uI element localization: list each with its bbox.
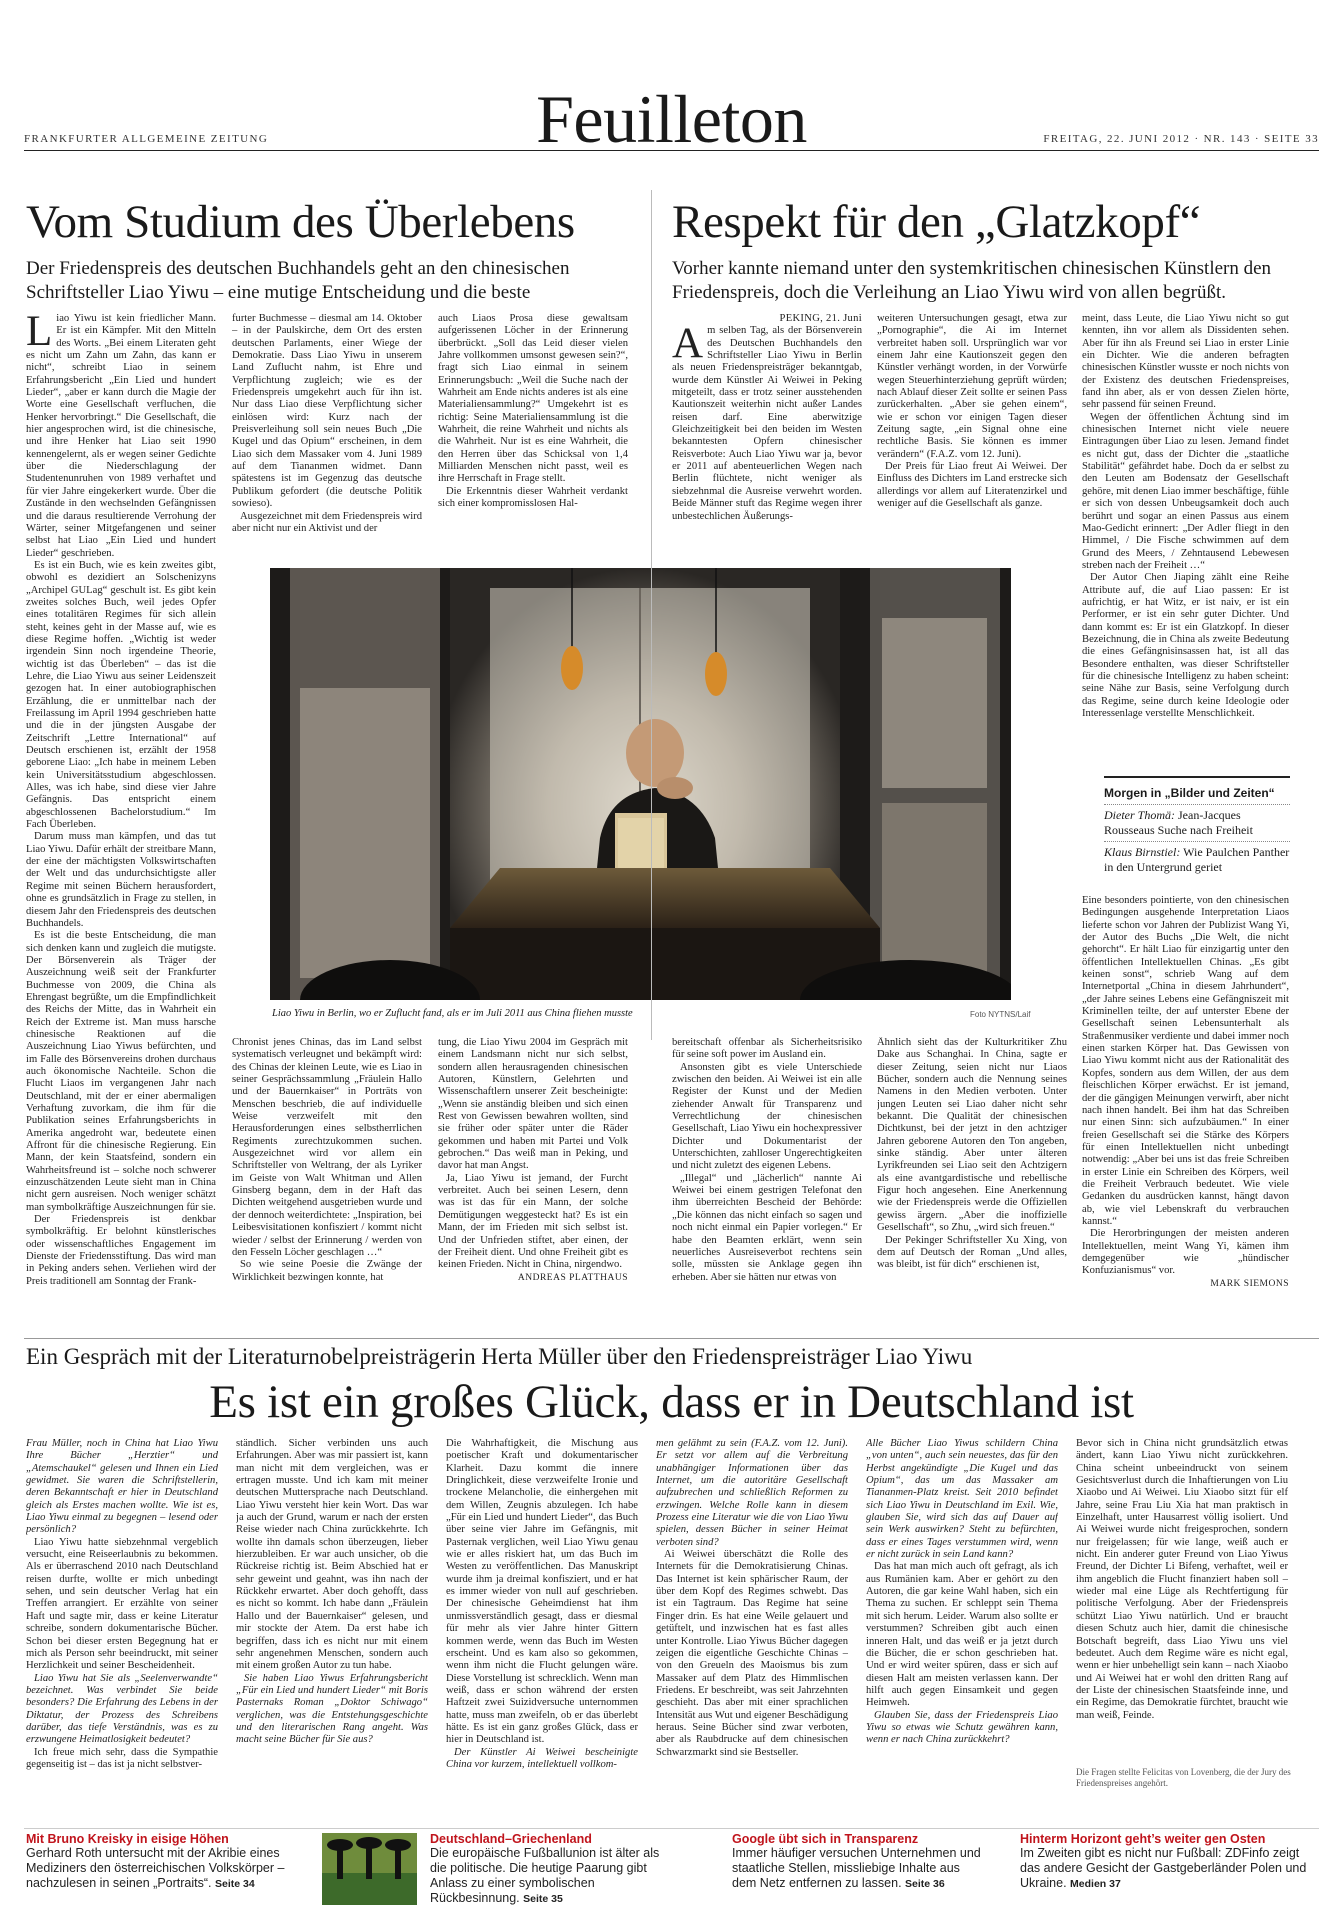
interview-question: Glauben Sie, dass der Friedenspreis Liao Yiwu so etwas wie Schutz gewähren kann, wenn er nach China zurückkehrt? <box>866 1709 1058 1746</box>
right-headline: Respekt für den „Glatzkopf“ <box>672 196 1201 248</box>
morgen-box-title: Morgen in „Bilder und Zeiten“ <box>1104 786 1275 800</box>
interview-col-5 <box>866 1438 1058 1790</box>
right-signature: MARK SIEMONS <box>1210 1278 1289 1289</box>
right-col-2 <box>877 313 1067 549</box>
right-bottom-col1-p2: „Illegal“ und „lächerlich“ nannte Ai Weiwei bei einem gestrigen Telefonat den ihm überreichten Bescheid der Behörde: „Die können das nicht einfach so sagen und noch nicht einmal ein Papier vorlegen.“ Er habe den Beamten erklärt, wenn sein neuerliches Ausreiseverbot rechtens sein solle, müssten sie Anklage gegen ihn erheben. Aber sie hätten nur etwas von <box>672 1172 862 1283</box>
left-col1-p0: iao Yiwu ist kein friedlicher Mann. Er ist ein Kämpfer. Mit den Mitteln des Worts. „Bei einem Literaten geht es nicht um Zahn um Zahn, das kann er nicht“, schreibt Liao in seinem Erfahrungsbericht „Ein Lied und hundert Lieder“, „aber er kann durch die Magie der Worte eine Gesellschaft verfluchen, die Henker hervorbringt.“ Die Gesellschaft, die hier angesprochen wird, ist die chinesische, und ihre Henker hat Liao seit 1990 kennengelernt, als er wegen seiner Gedichte über die Niederschlagung der Studentenunruhen von 1989 verhaftet und für vier Jahre eingekerkert wurde. Über die Zustände in den wechselnden Gefängnissen und die daraus resultierende Verrohung der Wärter, seiner Mitgefangenen und seiner selbst hat Liao „Ein Lied und hundert Lieder“ geschrieben. <box>26 313 216 559</box>
right-col-1 <box>672 313 862 549</box>
teaser-3[interactable] <box>732 1832 987 1892</box>
interview-col-1 <box>26 1438 218 1790</box>
photo <box>270 568 1011 1000</box>
morgen-item-author: Dieter Thomä: <box>1104 808 1175 822</box>
teaser-text <box>732 1846 987 1892</box>
interview-answer: Liao Yiwu hatte siebzehnmal vergeblich versucht, eine Reiseerlaubnis zu bekommen. Als er überraschend 2010 nach Deutschland reisen durfte, wollte er mich unbedingt sehen, und sein deutscher Verlag hat ein Treffen arrangiert. Er erzählte von seiner Haft und sagte mir, dass er keine Literatur schreibe, sondern dokumentarische Bücher. Schon bei dieser ersten Begegnung hat er mich als Person sehr beeindruckt, mit seiner Herzlichkeit und seiner Bescheidenheit. <box>26 1536 218 1672</box>
interview-col-3 <box>446 1438 638 1790</box>
right-dropcap: A <box>672 320 704 368</box>
photo-liao-yiwu <box>270 568 1011 1000</box>
article-divider <box>651 190 652 1040</box>
right-bottom-col3-p0: Eine besonders pointierte, von den chinesischen Bedingungen ausgehende Interpretation Liaos lieferte schon vor Jahren der Publizist Wang Yi, der Autor des Buchs „Die Welt, die nicht gehorcht“. Er hält Liao für einzigartig unter den öffentlichen Intellektuellen Chinas. „Es gibt keinen sonst“, schrieb Wang auf dem Internetportal „China in diesem Jahrhundert“, „der Jahre seines Lebens eine Gefängniszeit mit Kriminellen teilte, der auf unterster Ebene der Gesellschaft seinen Lebensunterhalt als Straßenmusiker verdiente und dabei immer noch einen starken Körper hat. Das Gewissen von Liao Yiwu kommt nicht aus der Rationalität des Kopfes, sondern aus dem Willen, der aus dem fleischlichen Körper erwächst. Er ist jemand, der die gängigen Meinungen verwirft, aber nicht nach ihnen handelt. Bei ihm hat das Schreiben nur einen Sinn: sich aufzubäumen.“ In einer freien Gesellschaft sei die Stärke des Körpers für einen Intellektuellen nicht unbedingt notwendig: „Aber bei uns ist das freie Schreiben in erster Linie ein Schreiben des Körpers, weil die Freiheit Verbrauch bedeutet. Wie viele Gedanken du ausdrücken kannst, hängt davon ab, wie viel Lebenskraft du verbrauchen kannst.“ <box>1082 895 1289 1227</box>
left-dropcap: L <box>26 313 53 355</box>
left-col-3 <box>438 313 628 549</box>
interview-question: Alle Bücher Liao Yiwus schildern China „von unten“, auch sein neuestes, das für den Herbst angekündigte „Die Kugel und das Opium“, das um das Massaker am Tiananmen-Platz kreist. Seit 2010 befindet sich Liao Yiwu in Deutschland im Exil. Wie, glauben Sie, wird sich das auf Dauer auf sein Werk auswirken? Steht zu befürchten, dass er eines Tages verstummen wird, wenn er nicht zurück in sein Land kann? <box>866 1438 1058 1561</box>
left-col3-p1: Die Erkenntnis dieser Wahrheit verdankt sich einer kompromisslosen Hal- <box>438 485 628 510</box>
teaser-text <box>430 1846 670 1907</box>
interview-col-2 <box>236 1438 428 1790</box>
umbrella-players-image <box>322 1833 417 1905</box>
interview-headline: Es ist ein großes Glück, dass er in Deutschland ist <box>209 1376 1134 1428</box>
left-col2-p1: Ausgezeichnet mit dem Friedenspreis wird aber nicht nur ein Aktivist und der <box>232 510 422 534</box>
right-col-4 <box>672 1037 862 1343</box>
left-bottom-col1-p1: So wie seine Poesie die Zwänge der Wirklichkeit bezwingen konnte, hat <box>232 1259 422 1283</box>
left-col-2 <box>232 313 422 549</box>
teaser-1[interactable] <box>26 1832 316 1892</box>
interview-answer: ständlich. Sicher verbinden uns auch Erfahrungen. Aber was mir passiert ist, kann man nicht mit dem vergleichen, was er ertragen musste. Und ich kam mit meiner deutschen Muttersprache nach Deutschland. Liao Yiwu versteht hier kein Wort. Das war ja auch der Grund, warum er nach der ersten Reise wieder nach China zurückkehrte. Ich wollte ihn damals schon überzeugen, lieber hierzubleiben. Er war auch unsicher, ob die Rückreise richtig ist. Beim Abschied hat er sehr geweint und geahnt, was ihn nach der Rückkehr erwartet. Aber doch gehofft, dass es nicht so kommt. Ich habe dann „Fräulein Hallo und der Bauernkaiser“ gelesen, und mir stockte der Atem. Da erst habe ich begriffen, dass ich es nicht nur mit einem sehr angenehmen Menschen, sondern auch mit einem großen Autor zu tun habe. <box>236 1438 428 1672</box>
interview-question: Liao Yiwu hat Sie als „Seelenverwandte“ bezeichnet. Was verbindet Sie beide besonders? Die Erfahrung des Lebens in der Diktatur, der Prozess des Schreibens darüber, das tiefe Verständnis, was es zu erzwungene Heimatlosigkeit bedeutet? <box>26 1672 218 1746</box>
interview-question: Der Künstler Ai Weiwei bescheinigte China vor kurzem, intellektuell vollkom- <box>446 1746 638 1770</box>
left-col-4 <box>232 1037 422 1343</box>
teaser-2[interactable] <box>430 1832 670 1907</box>
right-bottom-col2-p1: Der Pekinger Schriftsteller Xu Xing, von dem auf Deutsch der Roman „Und alles, was bleibt, ist für dich“ erschienen ist, <box>877 1234 1067 1271</box>
teaser-page[interactable]: Medien 37 <box>1070 1878 1121 1890</box>
photo-caption: Liao Yiwu in Berlin, wo er Zuflucht fand, als er im Juli 2011 aus China fliehen musste <box>272 1008 633 1019</box>
teaser-rule <box>24 1828 1319 1829</box>
interview-answer: Die Wahrhaftigkeit, die Mischung aus poetischer Kraft und dokumentarischer Klarheit. Dazu kommt die innere Dringlichkeit, diese verzweifelte Ironie und trockene Melancholie, die einhergehen mit dem Willen, Zeugnis abzulegen. Ich habe „Für ein Lied und hundert Lieder“, das Buch über seine vier Jahre im Gefängnis, mit Pasternak verglichen, weil Liao Yiwu genau wie er alles riskiert hat, um das Buch im Westen zu veröffentlichen. Das Manuskript wurde ihm ja dreimal konfisziert, und er hat es immer wieder von null auf geschrieben. Der chinesische Geheimdienst hat ihm unmissverständlich gesagt, dass er diesmal für mehr als vier Jahre hinter Gittern kommen werde, wenn das Buch im Westen erscheint. Und es kam also so gekommen, wenn ihm nicht die Flucht gelungen wäre. Diese Vorstellung ist schrecklich. Wenn man weiß, dass er schon während der ersten Haftzeit zwei Suizidversuche unternommen hatte, muss man zweifeln, ob er das überlebt hätte. Es ist ein ganz großes Glück, dass er hier in Deutschland ist. <box>446 1438 638 1746</box>
masthead-rule <box>24 150 1319 151</box>
right-bottom-col1-p0: bereitschaft offenbar als Sicherheitsrisiko für seine soft power im Ausland ein. <box>672 1037 862 1061</box>
teaser-page[interactable]: Seite 36 <box>905 1878 945 1890</box>
teaser-title[interactable]: Hinterm Horizont geht’s weiter gen Osten <box>1020 1832 1266 1846</box>
teaser-page[interactable]: Seite 35 <box>523 1893 563 1905</box>
left-headline: Vom Studium des Überlebens <box>26 196 575 248</box>
teaser-body: Die europäische Fußballunion ist älter als die politische. Die heutige Paarung gibt Anlass zu einer symbolischen Rückbesinnung. <box>430 1846 660 1905</box>
right-col-3 <box>1082 313 1289 769</box>
photo-credit: Foto NYTNS/Laif <box>970 1010 1031 1019</box>
left-col1-p1: Es ist ein Buch, wie es kein zweites gibt, obwohl es dezidiert an Solschenizyns „Archipel GULag“ geschult ist. Es gibt kein zweites solches Buch, weil jedes Opfer eines totalitären Regimes für sich allein steht, keines geht in der Masse auf, wie es diese Regime hoffen. „Wichtig ist weder irgendein Sinn noch irgendeine Theorie, wichtig ist das Überleben“ – das ist die Lehre, die Liao Yiwu aus seiner Leidenszeit gezogen hat. In einer autobiographischen Erzählung, die er unmittelbar nach der Freilassung im April 1994 geschrieben hatte und die in der jüngsten Ausgabe der Zeitschrift „Lettre International“ auf Deutsch erschienen ist, erzählt der 1958 geborene Liao: „Ich habe in meinem Leben kein Universitätsstudium abgeschlossen. Alles, was ich habe, sind diese vier Jahre Gefängnis. Das entspricht einem abgeschlossenen Bachelorstudium.“ Im Fach Überleben. <box>26 559 216 831</box>
right-col3-p2: Der Autor Chen Jiaping zählt eine Reihe Attribute auf, die auf Liao passen: Er ist aufrichtig, er hat Witz, er ist naiv, er ist ein Performer, er ist ein sehr guter Dichter. Und dann kommt es: Er ist ein Glatzkopf. In dieser Bezeichnung, die in China als zweite Bedeutung die eines Gefängnisinsassen hat, ist all das Besondere enthalten, was dieser Schriftsteller für die chinesische Intelligenz zu haben scheint: seine Nähe zur Basis, seine Verfolgung durch das Regime, seine durch keine Ideologie oder Interessenlage verstellte Menschlichkeit. <box>1082 572 1289 719</box>
morgen-item-text: Wie Paulchen Panther in den Untergrund geriet <box>1104 845 1290 874</box>
left-signature: ANDREAS PLATTHAUS <box>517 1272 628 1283</box>
interview-footnote: Die Fragen stellte Felicitas von Lovenberg, die der Jury des Friedenspreises angehört. <box>1076 1767 1291 1788</box>
interview-col-4 <box>656 1438 848 1790</box>
right-col2-p1: Der Preis für Liao freut Ai Weiwei. Der Einfluss des Dichters im Land erstrecke sich allerdings vor allem auf Literatenzirkel und weniger auf die Gesellschaft als ganze. <box>877 461 1067 510</box>
right-bottom-col3-p1: Die Herorbringungen der meisten anderen Intellektuellen, meint Wang Yi, kämen ihm demgegenüber wie „hündischer Konfuzianismus“ vor. <box>1082 1228 1289 1277</box>
teaser-body: Immer häufiger versuchen Unternehmen und staatliche Stellen, missliebige Inhalte aus dem Netz entfernen zu lassen. <box>732 1846 981 1890</box>
interview-answer: Ai Weiwei überschätzt die Rolle des Internets für die Demokratisierung Chinas. Das Internet ist kein sphärischer Raum, der über dem Kopf des Regimes schwebt. Das ist ein Tagtraum. Das Regime hat seine Finger drin. Es hat eine Weile gelauert und getüftelt, und inzwischen hat es fast alles unter Kontrolle. Liao Yiwus Bücher dagegen zeigen die eigentliche Geschichte Chinas – von den Greueln des Maoismus bis zum Massaker auf dem Platz des Himmlischen Friedens. Er beschreibt, was seit Jahrzehnten geschieht. Das aber mit einer sprachlichen Intensität aus Wut und eigener Beschädigung heraus. Seine Bücher sind zwar verboten, aber als Raubdrucke auf dem chinesischen Schwarzmarkt sind sie Bestseller. <box>656 1549 848 1758</box>
teaser-body: Gerhard Roth untersucht mit der Akribie eines Mediziners den österreichischen Volkskörper – nachzulesen in seinen „Portraits“. <box>26 1846 285 1890</box>
teaser-title[interactable]: Mit Bruno Kreisky in eisige Höhen <box>26 1832 229 1846</box>
interview-answer: Bevor sich in China nicht grundsätzlich etwas ändert, kann Liao Yiwu nicht zurückkehren. China scheint unbeeindruckt von seinem Gesichtsverlust durch die Inhaftierungen von Liu Xiaobo und Ai Weiwei. Liu Xiaobo sitzt für elf Jahre, seine Frau Liu Xia hat man praktisch in Einzelhaft, unter Hausarrest völlig isoliert. Und Ai Weiwei wurde nicht freigesprochen, sondern nur freigelassen; für wie lange, weiß auch er nicht. Ein anderer guter Freund von Liao Yiwus Freund, der Dichter Li Bifeng, verhaftet, weil er ihm angeblich die Flucht finanziert haben soll – wieder mal eine Lüge als Rechtfertigung für politische Verfolgung. Aber der Friedenspreis schützt Liao Yiwu natürlich. Und er braucht diesen Schutz auch hier, damit die chinesische Botschaft begreift, dass Liao Yiwu uns viel bedeutet. Auch dem Regime wäre es nicht egal, wenn er hier unbehelligt sein kann – nach Xiaobo und Ai Weiwei hat er wohl den dritten Rang auf der Liste der chinesischen Staatsfeinde inne, und ein Regime, das Demokratie fürchtet, braucht wie man weiß, Feinde. <box>1076 1438 1288 1721</box>
teaser-body: Im Zweiten gibt es nicht nur Fußball: ZDFinfo zeigt das andere Gesicht der Gastgeberländer Polen und Ukraine. <box>1020 1846 1307 1890</box>
right-col-5 <box>877 1037 1067 1343</box>
right-bottom-col2-p0: Ähnlich sieht das der Kulturkritiker Zhu Dake aus Schanghai. In China, sagte er dieser Zeitung, seien nicht nur Liaos Bücher, sondern auch die Nennung seines Namens in den Medien verboten. Unter jungen Leuten sei Liao daher nicht sehr bekannt. Die Qualität der chinesischen Dichtkunst, bei der jetzt in den achtziger Jahren geborene Autoren den Ton angeben, sinke ständig. Aber unter älteren Lyrikfreunden sei Liao seit den Achtzigern als eine avantgardistische und rebellische Figur hoch angesehen. Eine Anerkennung wie der Friedenspreis werde die Offiziellen gewiss ärgern. „Aber die inoffizielle Gesellschaft“, so Zhu, „wird sich freuen.“ <box>877 1037 1067 1234</box>
teaser-text <box>26 1846 316 1892</box>
left-col3-p0: auch Liaos Prosa diese gewaltsam aufgerissenen Löcher in der Erinnerung überbrückt. „Soll das Leid dieser vielen Jahre vollkommen umsonst gewesen sein?“, fragt sich Liao einmal in seinem Erinnerungsbuch: „Weil die Suche nach der Wahrheit am Ende nichts anderes ist als eine Materialiensammlung?“ Umgekehrt ist es richtig: Seine Materialiensammlung ist die Wahrheit, die reine Wahrheit und nichts als die Wahrheit. Nur ist es eine Wahrheit, die den Herren über das Schicksal von 1,4 Milliarden Menschen nicht passt, weil es ihre Herrschaft in Frage stellt. <box>438 313 628 485</box>
morgen-item <box>1104 804 1290 841</box>
right-bottom-col1-p1: Ansonsten gibt es viele Unterschiede zwischen den beiden. Ai Weiwei ist ein alle Register der Kunst und der Medien ziehender Anwalt für Transparenz und Verrechtlichung der chinesischen Gesellschaft, Liao Yiwu ein hochexpressiver Dichter und Dokumentarist der Unterschichten, zahlloser Ungerechtigkeiten und nicht zuletzt des eigenen Lebens. <box>672 1061 862 1172</box>
right-dateline: PEKING, 21. Juni <box>779 313 862 324</box>
morgen-item <box>1104 841 1290 878</box>
date-line: FREITAG, 22. JUNI 2012 · NR. 143 · SEITE 33 <box>1043 133 1319 145</box>
left-col1-p4: Der Friedenspreis ist denkbar symbolkräftig. Er belohnt künstlerisches oder wissenschaftliches Engagement im Dienste der Friedensstiftung. Das wird man in Peking anders sehen. Verliehen wird der Preis traditionell am Sonntag der Frank- <box>26 1214 216 1287</box>
interview-kicker: Ein Gespräch mit der Literaturnobelpreisträgerin Herta Müller über den Friedenspreisträger Liao Yiwu <box>26 1344 973 1369</box>
right-col3-p1: Wegen der öffentlichen Ächtung sind im chinesischen Internet nicht viele neuere Eintragungen über Liao zu lesen. Jemand findet es nicht gut, dass der Dichter die „staatliche Stabilität“ gefährdet habe. Doch da er selbst zu den Leuten am Bodensatz der Gesellschaft gehöre, mit denen Liao immer beschäftige, fühle er sich von dessen Unbeugsamkeit doch auch berührt und sogar an einen Passus aus einem Mao-Gedicht erinnert: „Der Adler fliegt in den Himmel, / Die Fische schwimmen auf dem Grund des Meers, / Zehntausend Lebewesen streben nach der Freiheit …“ <box>1082 411 1289 571</box>
right-deck: Vorher kannte niemand unter den systemkritischen chinesischen Künstlern den Friedenspreis, doch die Verleihung an Liao Yiwu wird von allen begrüßt. <box>672 258 1272 303</box>
right-col3-p0: meint, dass Leute, die Liao Yiwu nicht so gut kennten, ihn vor allem als Dissidenten sehen. Aber für ihn als Freund sei Liao in erster Linie ein Dichter. Wie die anderen befragten chinesischen Künstler wusste er noch nichts von der Existenz des deutschen Friedenspreises, fand ihn aber, als er von dessen Zielen hörte, sehr passend für seinen Freund. <box>1082 313 1289 411</box>
teaser-text <box>1020 1846 1310 1892</box>
teaser-page[interactable]: Seite 34 <box>215 1878 255 1890</box>
left-bottom-col2-p1: Ja, Liao Yiwu ist jemand, der Furcht verbreitet. Auch bei seinen Lesern, denn was ist das für ein Mann, der solche Demütigungen weggesteckt hat? Es ist ein Mann, der im Frieden mit sich selbst ist. Und der Unfrieden stiftet, aber einen, der der Freiheit dient. Und ohne Freiheit gibt es keinen Frieden. Nicht in China, nirgendwo. <box>438 1172 628 1271</box>
left-bottom-col2-p0: tung, die Liao Yiwu 2004 im Gespräch mit einem Landsmann nicht nur sich selbst, sondern allen herausragenden chinesischen Autoren, Künstlern, Gelehrten und Wissenschaftlern unserer Zeit bescheinigte: „Wenn sie anständig bleiben und sich einen Rest von Gewissen bewahren wollten, sind sie früher oder später unter die Räder gekommen und haben mit Partei und Volk gebrochen.“ Das weiß man in Peking, und davor hat man Angst. <box>438 1037 628 1172</box>
interview-answer: Ich freue mich sehr, dass die Sympathie gegenseitig ist – das ist ja nicht selbstver- <box>26 1746 218 1770</box>
interview-question: men gelähmt zu sein (F.A.Z. vom 12. Juni). Er setzt vor allem auf die Verbreitung unabhängiger Informationen über das Internet, um die autoritäre Gesellschaft aufzubrechen und schließlich Reformen zu erzwingen. Welche Rolle kann in diesem Prozess eine Literatur wie die von Liao Yiwu spielen, dessen Bücher in seiner Heimat verboten sind? <box>656 1438 848 1548</box>
morgen-item-author: Klaus Birnstiel: <box>1104 845 1181 859</box>
right-col1-p0: m selben Tag, als der Börsenverein des Deutschen Buchhandels den Schriftsteller Liao Yiwu in Berlin als neuen Friedenspreisträger bekanntgab, wurde dem Künstler Ai Weiwei in Peking mitgeteilt, dass er trotz seiner ausstehenden Kautionszeit weiterhin nicht außer Landes reisen darf. Eine aberwitzige Gleichzeitigkeit bei den beiden im Westen bekanntesten Opfern chinesischer Reisverbote: Auch Liao Yiwu war ja, bevor er 2011 auf abenteuerlichen Wegen nach Berlin flüchtete, nicht weniger als siebzehnmal die Ausreise verwehrt worden. Beide Männer stuft das Regime wegen ihrer unbestechlichen Äußerungs- <box>672 325 862 522</box>
interview-question: Sie haben Liao Yiwus Erfahrungsbericht „Für ein Lied und hundert Lieder“ mit Boris Pasternaks Roman „Doktor Schiwago“ verglichen, was die Entstehungsgeschichte und den literarischen Rang angeht. Was macht seine Bücher für Sie aus? <box>236 1672 428 1746</box>
left-bottom-col1-p0: Chronist jenes Chinas, das im Land selbst systematisch verleugnet und bekämpft wird: des Chinas der kleinen Leute, wie es Liao in seiner Gesprächssammlung „Fräulein Hallo und der Bauernkaiser“ in Porträts von Menschen beschrieb, die auf individuelle Weise verzweifelt mit den Herausforderungen eines selbstherrlichen Regiments zurechtzukommen suchen. Ausgezeichnet wird vor allem ein Schriftsteller von Weltrang, der als Lyriker im Geiste von Walt Whitman und Allen Ginsberg begann, dem in der Haft das Dichten weitgehend ausgetrieben wurde und der dennoch weiterdichtete: „Inspiration, bei Leibesvisitationen konfisziert / kommt nicht wieder / selbst der Erinnerung / werden von den Fesseln Löcher geschlagen …“ <box>232 1037 422 1258</box>
interview-rule <box>24 1338 1319 1339</box>
morgen-box <box>1104 776 1290 878</box>
left-col1-p2: Darum muss man kämpfen, und das tut Liao Yiwu. Dafür erhält der streitbare Mann, der eine der mächtigsten Volkswirtschaften der Welt und das undurchsichtigste aller Regime mit seinen Büchern herausfordert, ohne es grundsätzlich in Frage zu stellen, in diesem Jahr den Friedenspreis des deutschen Buchhandels. <box>26 831 216 929</box>
interview-question: Frau Müller, noch in China hat Liao Yiwu Ihre Bücher „Herztier“ und „Atemschaukel“ gelesen und Ihnen ein Lied gewidmet. Sie waren die Schriftstellerin, deren Bekanntschaft er hier in Deutschland gleich als Erstes machen wollte. Wie ist es, Liao Yiwu einmal zu begegnen – lesend oder persönlich? <box>26 1438 218 1536</box>
teaser-4[interactable] <box>1020 1832 1310 1892</box>
interview-answer: Das hat man mich auch oft gefragt, als ich aus Rumänien kam. Aber er gehört zu den Autoren, die gar keine Wahl haben, sich ein Thema zu suchen. Er schleppt sein Thema mit sich herum. Leider. Warum also sollte er verstummen? Schreiben gibt auch einen inneren Halt, und das weiß er ja jetzt durch die Bücher, die er schon geschrieben hat. Und er wird weiter spüren, dass er sich auf diesen Halt am meisten verlassen kann. Der hilft auch gegen Einsamkeit und gegen Heimweh. <box>866 1561 1058 1709</box>
left-deck: Der Friedenspreis des deutschen Buchhandels geht an den chinesischen Schriftsteller Liao Yiwu – eine mutige Entscheidung und die beste <box>26 258 570 303</box>
teaser-title[interactable]: Deutschland–Griechenland <box>430 1832 592 1846</box>
right-col-6 <box>1082 895 1289 1343</box>
paper-name: FRANKFURTER ALLGEMEINE ZEITUNG <box>24 133 269 145</box>
right-col2-p0: weiteren Untersuchungen gesagt, etwa zur „Pornographie“, die Ai im Internet verbreitet haben soll. Ursprünglich war vor einem Jahr eine Kautionszeit gegen den Künstler verhängt worden, in der Vorwürfe wegen Steuerhinterziehung geprüft würden; nach Ablauf dieser Zeit sollte er seinen Pass zurückerhalten. „Aber sie gehen einem“, wie er schon vor einigen Tagen dieser Zeitung sagte, „ein Signal ohne eine rechtliche Basis. Sie können es immer verändern“ (F.A.Z. vom 12. Juni). <box>877 313 1067 460</box>
left-col-5 <box>438 1037 628 1343</box>
morgen-item-text: Jean-Jacques Rousseaus Suche nach Freiheit <box>1104 808 1253 837</box>
teaser-title[interactable]: Google übt sich in Transparenz <box>732 1832 919 1846</box>
teaser-thumbnail[interactable] <box>322 1833 417 1905</box>
interview-col-6 <box>1076 1438 1288 1768</box>
section-title: Feuilleton <box>536 81 807 157</box>
left-col2-p0: furter Buchmesse – diesmal am 14. Oktober – in der Paulskirche, dem Ort des ersten deutschen Parlaments, einer Wiege der Demokratie. Dass Liao Yiwu in unserem Land Zuflucht nahm, ist Ehre und Verpflichtung zugleich; wie es der Friedenspreis umgekehrt auch für ihn ist. Nur dass Liao diese Verpflichtung sicher einlösen wird: Kurz nach der Preisverleihung soll sein neues Buch „Die Kugel und das Opium“ erscheinen, in dem Liao sich dem Massaker vom 4. Juni 1989 auf dem Tiananmen widmet. Dann spätestens ist im Gegenzug das deutsche Publikum gefordert (die deutsche Politik sowieso). <box>232 313 422 510</box>
left-col-1 <box>26 313 216 1315</box>
left-col1-p3: Es ist die beste Entscheidung, die man sich denken kann und zugleich die mutigste. Der Börsenverein als Träger der Auszeichnung weiß seit der Frankfurter Buchmesse von 2009, die China als Ehrengast begrüßte, um die Empfindlichkeit des Reichs der Mitte, das in Wahrheit ein Reich der Extreme ist. Man muss harsche chinesische Reaktionen auf die Auszeichnung Liao Yiwus befürchten, und im Falle des Börsenvereins drohen durchaus auch ökonomische Nachteile. Schon die Flucht Liaos im vergangenen Jahr nach Deutschland, mit der er einer abermaligen Verhaftung zuvorkam, die ihm für die Publikation seines Erfahrungsberichts in Amerika angedroht war, bedeutete einen Affront für die chinesische Regierung. Ein Mann, der kein Staatsfeind, sondern ein Wahrheitsfreund ist – solche noch schwerer einzuschätzenden Leute sieht man in China nicht gern ausreisen. Noch weniger schätzt man symbolkräftige Auszeichnungen für sie. <box>26 930 216 1213</box>
